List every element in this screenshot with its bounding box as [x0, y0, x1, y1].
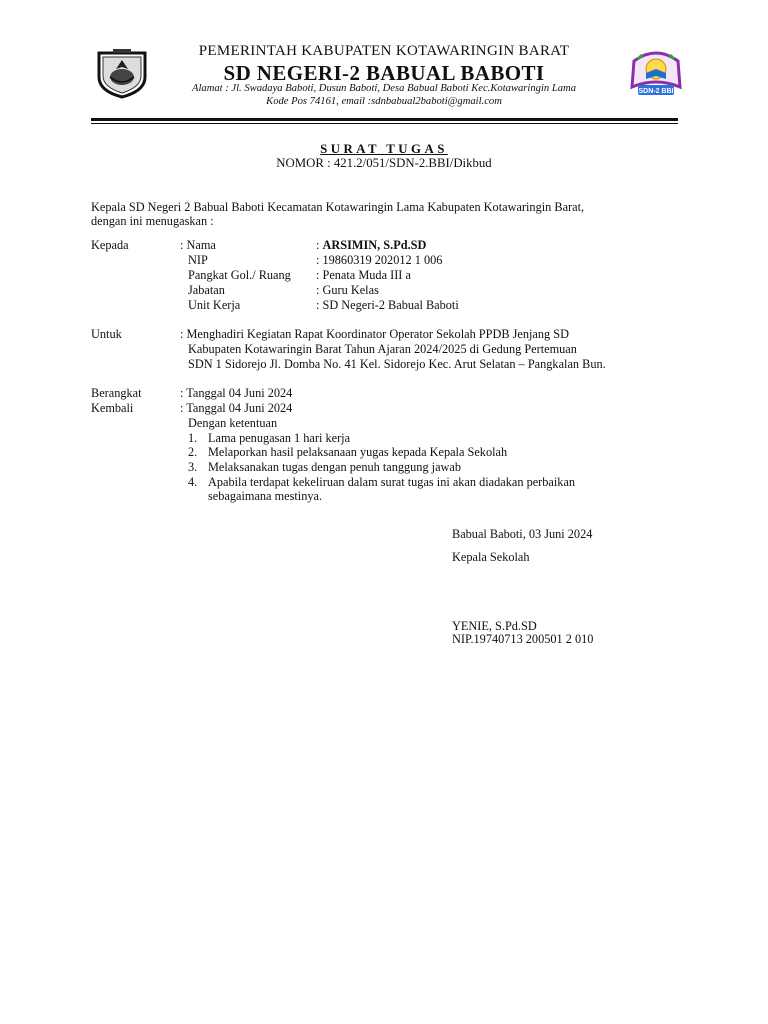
condition-number: 2.: [188, 445, 198, 459]
condition-item: [188, 475, 575, 490]
signatory-nip: NIP.19740713 200501 2 010: [452, 632, 594, 646]
return-label: Kembali: [91, 401, 134, 415]
condition-item: [188, 460, 461, 475]
field-unit-label: Unit Kerja: [188, 298, 241, 312]
document-number: NOMOR : 421.2/051/SDN-2.BBI/Dikbud: [276, 156, 492, 170]
condition-number: 1.: [188, 431, 198, 445]
purpose-line-3: SDN 1 Sidorejo Jl. Domba No. 41 Kel. Sidorejo Kec. Arut Selatan – Pangkalan Bun.: [188, 357, 606, 371]
field-position-label: Jabatan: [188, 283, 225, 297]
return-value: : Tanggal 04 Juni 2024: [180, 401, 293, 415]
letterhead-thick-rule: [91, 118, 678, 121]
field-rank-value: : Penata Muda III a: [316, 268, 411, 282]
school-name: SD NEGERI-2 BABUAL BABOTI: [223, 61, 545, 85]
field-nip-value: : 19860319 202012 1 006: [316, 253, 443, 267]
recipient-name: ARSIMIN, S.Pd.SD: [322, 238, 427, 252]
field-unit-value: : SD Negeri-2 Babual Baboti: [316, 298, 459, 312]
depart-label: Berangkat: [91, 386, 142, 400]
signatory-name: YENIE, S.Pd.SD: [452, 619, 537, 633]
signature-place-date: Babual Baboti, 03 Juni 2024: [452, 527, 593, 541]
condition-text: Apabila terdapat kekeliruan dalam surat tugas ini akan diadakan perbaikan: [208, 475, 576, 489]
address-line-2: Kode Pos 74161, email :sdnbabual2baboti@gmail.com: [266, 96, 502, 107]
condition-4-continuation: sebagaimana mestinya.: [208, 489, 323, 503]
field-rank-label: Pangkat Gol./ Ruang: [188, 268, 291, 282]
condition-text: Lama penugasan 1 hari kerja: [208, 431, 351, 445]
field-name-label: : Nama: [180, 238, 216, 252]
field-name-value: [316, 238, 426, 253]
school-logo-badge-text: SDN-2 BBI: [638, 88, 674, 95]
condition-number: 3.: [188, 460, 198, 474]
condition-item: [188, 431, 350, 446]
purpose-label: Untuk: [91, 327, 122, 341]
conditions-heading: Dengan ketentuan: [188, 416, 278, 430]
letterhead-thin-rule: [91, 123, 678, 124]
field-position-value: : Guru Kelas: [316, 283, 379, 297]
government-heading: PEMERINTAH KABUPATEN KOTAWARINGIN BARAT: [198, 43, 570, 59]
signature-position: Kepala Sekolah: [452, 550, 530, 564]
recipient-label: Kepada: [91, 238, 129, 252]
document-title: SURAT TUGAS: [320, 142, 448, 156]
depart-value: : Tanggal 04 Juni 2024: [180, 386, 293, 400]
purpose-line-1: : Menghadiri Kegiatan Rapat Koordinator Operator Sekolah PPDB Jenjang SD: [180, 327, 569, 341]
condition-item: [188, 445, 507, 460]
condition-number: 4.: [188, 475, 198, 489]
field-nip-label: NIP: [188, 253, 208, 267]
intro-line-2: dengan ini menugaskan :: [91, 214, 214, 228]
purpose-line-2: Kabupaten Kotawaringin Barat Tahun Ajaran 2024/2025 di Gedung Pertemuan: [188, 342, 577, 356]
condition-text: Melaksanakan tugas dengan penuh tanggung jawab: [208, 460, 462, 474]
field-name-colon: :: [316, 238, 323, 252]
address-line-1: Alamat : Jl. Swadaya Baboti, Dusun Baboti, Desa Babual Baboti Kec.Kotawaringin Lama: [191, 83, 576, 94]
intro-line-1: Kepala SD Negeri 2 Babual Baboti Kecamatan Kotawaringin Lama Kabupaten Kotawaringin Barat,: [91, 200, 585, 214]
condition-text: Melaporkan hasil pelaksanaan yugas kepada Kepala Sekolah: [208, 445, 508, 459]
